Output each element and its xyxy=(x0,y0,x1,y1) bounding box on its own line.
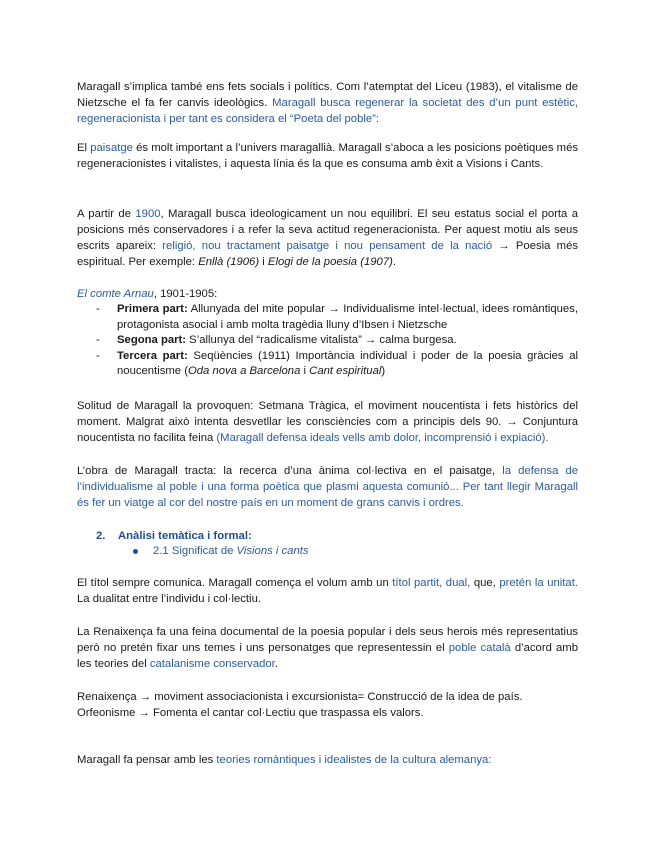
paragraph-title-meaning xyxy=(77,575,578,607)
dash-bullet: - xyxy=(96,349,100,362)
part-label: Segona part: xyxy=(117,334,187,347)
paragraph-work xyxy=(77,463,578,511)
parts-list xyxy=(77,302,578,380)
work-title: Oda nova a Barcelona xyxy=(187,365,301,378)
paragraph-text: Orfeonisme → Fomenta el cantar col·Lectiu que traspassa els valors. xyxy=(77,707,424,719)
paragraph-text: és molt important a l’univers maragallià. Maragall s’aboca a les posicions poètiques més regeneracionistes i vitalistes, i aquesta línia és la que es consuma amb èxit a Visions i Cants. xyxy=(77,142,579,170)
list-item xyxy=(77,349,578,380)
highlighted-text: religió, nou tractament paisatge i nou pensament de la nació xyxy=(162,240,493,252)
part-label: Tercera part: xyxy=(117,349,188,362)
subsection-text: 2.1 Significat de xyxy=(153,545,237,557)
paragraph-text: Maragall s’implica també ens fets socials i polítics. Com l’atemptat del Liceu (1983), el vitalisme de Nietzsche el fa fer canvis ideològics. xyxy=(77,81,578,109)
paragraph-solitude xyxy=(77,398,578,446)
highlighted-text: teories romàntiques i idealistes de la cultura alemanya: xyxy=(216,754,492,766)
paragraph-text: . xyxy=(274,658,278,670)
work-title: Visions i cants xyxy=(236,545,309,557)
work-title: Enllà (1906) xyxy=(198,256,260,268)
highlighted-text: pretén la unitat. xyxy=(499,577,578,589)
paragraph-text: La Renaixença fa una feina documental de la poesia popular i dels seus herois més representatius però no pretén fixar uns temes i uns personatges que representessin el xyxy=(77,626,578,654)
paragraph-text: que, xyxy=(470,577,500,589)
part-text: i xyxy=(300,365,310,378)
highlighted-text: la defensa de l’individualisme al poble i una forma poètica que plasmi aquesta comunió... Per tant llegir Maragall és fer un viatge al cor del nostre país en un moment de grans canvis i ordres. xyxy=(77,465,578,509)
dash-bullet: - xyxy=(96,303,100,315)
part-text: Allunyada del mite popular → Individualisme intel·lectual, idees romàntiques, protagonista asocial i amb molta tragèdia lluny d’Ibsen i Nietzsche xyxy=(117,303,578,331)
paragraph-text: . xyxy=(392,256,397,268)
highlighted-text: poble català xyxy=(448,642,511,654)
work-title: Elogi de la poesia (1907) xyxy=(267,256,393,268)
dates-text: , 1901-1905: xyxy=(153,288,218,300)
part-label: Primera part: xyxy=(117,303,188,315)
section-title: Anàlisi temàtica i formal: xyxy=(118,530,252,542)
dash-bullet: - xyxy=(96,334,100,347)
paragraph-text: , Maragall busca ideologicament un nou equilibri. El seu estatus social el porta a posicions més conservadores i a refer la seva actitud regeneracionista. Per aquest motiu als seus escrits apareix: xyxy=(77,208,578,252)
paragraph-text: d’acord amb les teories del xyxy=(77,642,578,670)
paragraph-text: Maragall fa pensar amb les xyxy=(77,754,217,766)
highlighted-text: 1900 xyxy=(135,208,161,220)
comte-arnau-heading xyxy=(77,286,578,302)
list-item xyxy=(77,302,578,333)
work-title-link: El comte Arnau xyxy=(77,288,154,300)
paragraph-text: i xyxy=(259,256,268,268)
paragraph-social-political xyxy=(77,79,578,127)
highlighted-text: catalanisme conservador xyxy=(149,658,275,670)
part-text: Seqüències (1911) Importància individual i poder de la poesia gràcies al noucentisme ( xyxy=(117,349,578,378)
highlighted-text: títol partit, dual, xyxy=(392,577,471,589)
paragraph-text: El xyxy=(77,142,91,154)
paragraph-landscape xyxy=(77,140,578,172)
work-title: Cant espiritual xyxy=(309,365,382,378)
section-number: 2. xyxy=(96,530,106,542)
paragraph-text: A partir de xyxy=(77,208,136,220)
highlighted-text: paisatge xyxy=(90,142,133,154)
paragraph-text: El títol sempre comunica. Maragall comença el volum amb un xyxy=(77,577,393,589)
paragraph-renaixenca xyxy=(77,624,578,672)
paragraph-text: → Poesia més espiritual. Per exemple: xyxy=(77,240,578,268)
paragraph-1900 xyxy=(77,206,578,270)
section-heading xyxy=(96,528,252,544)
bullet-dot-icon xyxy=(133,549,138,554)
paragraph-text: Solitud de Maragall la provoquen: Setmana Tràgica, el moviment noucentista i fets històrics del moment. Malgrat això intenta desvetllar les consciències com a principis dels 90. → Conjuntura noucentista no facilita feina xyxy=(77,400,578,444)
highlighted-text: (Maragall defensa ideals vells amb dolor, incomprensió i expiació). xyxy=(216,432,549,444)
paragraph-text: La dualitat entre l’individu i col·lectiu. xyxy=(77,593,261,605)
list-item xyxy=(77,333,578,349)
highlighted-text: Maragall busca regenerar la societat des d’un punt estètic, regeneracionista i per tant es considera el “Poeta del poble”: xyxy=(77,97,578,125)
paragraph-german-theories xyxy=(77,752,578,768)
paragraph-text: L’obra de Maragall tracta: la recerca d’una ànima col·lectiva en el paisatge, xyxy=(77,465,503,477)
paragraph-movements xyxy=(77,689,578,721)
paragraph-text: Renaixença → moviment associacionista i excursionista= Construcció de la idea de país. xyxy=(77,691,523,703)
part-text: S’allunya del “radicalisme vitalista” → calma burgesa. xyxy=(186,334,457,347)
part-text: ) xyxy=(381,365,386,378)
subsection-item xyxy=(133,543,309,559)
